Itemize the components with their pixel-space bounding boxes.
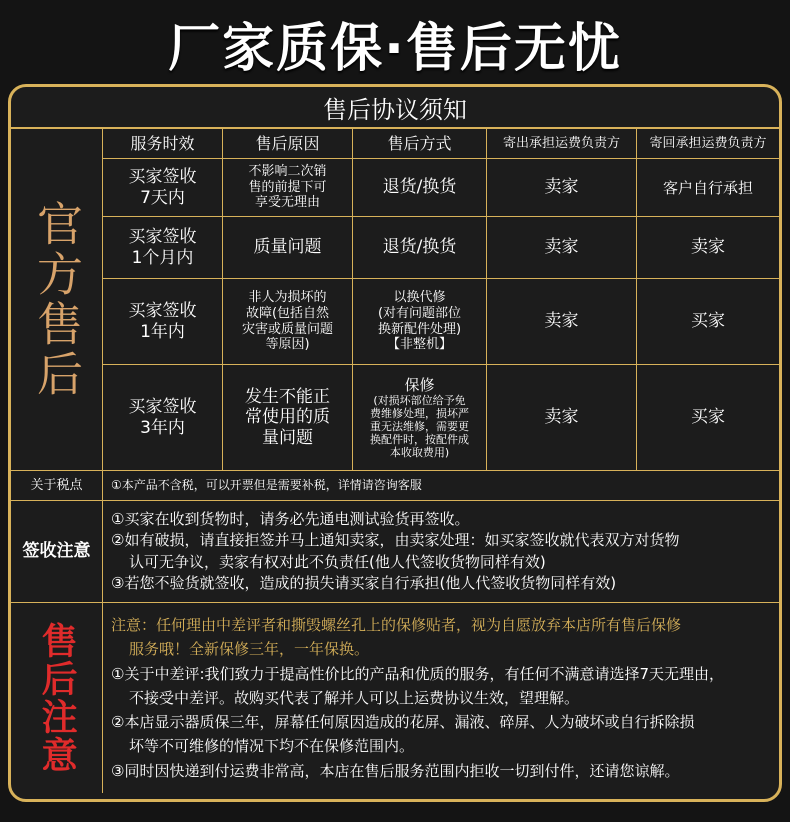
table-row-method: 以换代修 (对有问题部位 换新配件处理) 【非整机】 [353, 279, 487, 365]
after-sales-item: 坏等不可维修的情况下均不在保修范围内。 [129, 737, 415, 756]
header-service-period: 服务时效 [103, 129, 223, 159]
table-row-reason: 发生不能正 常使用的质 量问题 [223, 365, 353, 471]
table-row-reason: 非人为损坏的 故障(包括自然 灾害或质量问题 等原因) [223, 279, 353, 365]
receipt-item: 认可无争议，卖家有权对此不负责任(他人代签收货物同样有效) [129, 552, 546, 571]
table-row-send-cost: 卖家 [487, 217, 637, 279]
table-row-send-cost: 卖家 [487, 279, 637, 365]
receipt-item: ③若您不验货就签收，造成的损失请买家自行承担(他人代签收货物同样有效) [111, 574, 617, 592]
receipt-body [103, 501, 779, 603]
receipt-label: 签收注意 [11, 501, 103, 603]
policy-subtitle: 售后协议须知 [11, 87, 779, 129]
table-row-return-cost: 买家 [637, 279, 779, 365]
header-method: 售后方式 [353, 129, 487, 159]
after-sales-item: ①关于中差评:我们致力于提高性价比的产品和优质的服务，有任何不满意请选择7天无理由， [111, 664, 725, 683]
policy-frame [8, 84, 782, 802]
after-sales-item: ②本店显示器质保三年，屏幕任何原因造成的花屏、漏液、碎屏、人为破坏或自行拆除损 [111, 713, 695, 732]
header-return-cost: 寄回承担运费负责方 [637, 129, 779, 159]
table-row-method: 保修 (对损坏部位给予免 费维修处理，损坏严 重无法维修，需要更 换配件时，按配件成 本收取费用) [353, 365, 487, 471]
table-row-return-cost: 客户自行承担 [637, 159, 779, 217]
table-row-send-cost: 卖家 [487, 159, 637, 217]
after-sales-notice-cont: 服务哦！全新保修三年，一年保换。 [129, 640, 370, 659]
table-row-period: 买家签收 1年内 [103, 279, 223, 365]
after-sales-item: 不接受中差评。故购买代表了解并人可以上运费协议生效，望理解。 [129, 688, 580, 707]
table-row-method: 退货/换货 [353, 159, 487, 217]
table-row-method: 退货/换货 [353, 217, 487, 279]
service-table [11, 129, 779, 471]
after-sales-body [103, 603, 779, 793]
page-title: 厂家质保·售后无忧 [168, 18, 622, 79]
table-row-period: 买家签收 3年内 [103, 365, 223, 471]
receipt-item: ①买家在收到货物时，请务必先通电测试验货再签收。 [111, 509, 470, 528]
table-row-return-cost: 卖家 [637, 217, 779, 279]
after-sales-item: ③同时因快递到付运费非常高，本店在售后服务范围内拒收一切到付件，还请您谅解。 [111, 761, 680, 780]
receipt-section [11, 501, 779, 603]
after-sales-notice: 注意：任何理由中差评者和撕毁螺丝孔上的保修贴者，视为自愿放弃本店所有售后保修 [111, 616, 682, 635]
table-row-reason: 质量问题 [223, 217, 353, 279]
receipt-item: ②如有破损，请直接拒签并马上通知卖家，由卖家处理：如买家签收就代表双方对货物 [111, 531, 680, 549]
official-after-sales-label: 官方售后 [11, 129, 103, 471]
tax-label: 关于税点 [11, 471, 103, 501]
table-row-period: 买家签收 1个月内 [103, 217, 223, 279]
after-sales-section [11, 603, 779, 793]
header-send-cost: 寄出承担运费负责方 [487, 129, 637, 159]
table-row-reason: 不影响二次销 售的前提下可 享受无理由 [223, 159, 353, 217]
after-sales-label: 售后注意 [11, 603, 103, 793]
header-reason: 售后原因 [223, 129, 353, 159]
table-row-send-cost: 卖家 [487, 365, 637, 471]
tax-text: ①本产品不含税，可以开票但是需要补税，详情请咨询客服 [103, 471, 779, 501]
table-row-return-cost: 买家 [637, 365, 779, 471]
tax-section [11, 471, 779, 501]
table-row-period: 买家签收 7天内 [103, 159, 223, 217]
